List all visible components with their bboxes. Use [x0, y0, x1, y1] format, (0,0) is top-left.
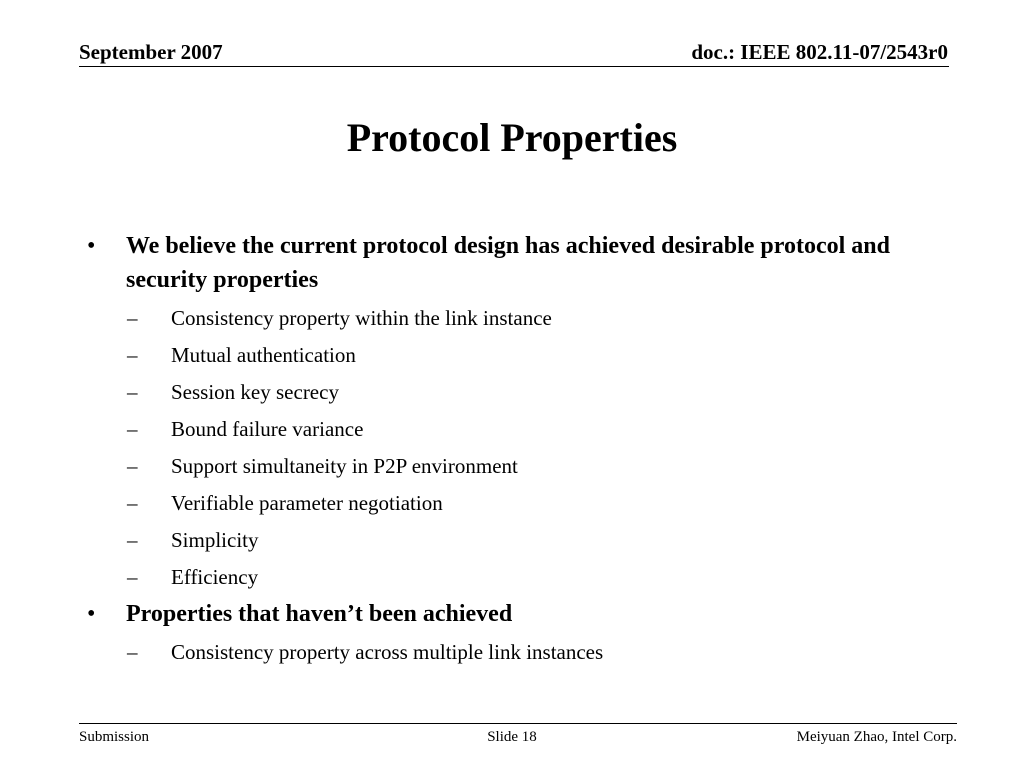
- sub-item-text: Efficiency: [171, 565, 259, 589]
- sub-item: [84, 485, 954, 522]
- sub-item-text: Consistency property across multiple link instances: [171, 640, 604, 664]
- sub-item-text: Verifiable parameter negotiation: [171, 491, 443, 515]
- sub-item-text: Simplicity: [171, 528, 259, 552]
- dash-glyph: –: [127, 565, 138, 589]
- sub-item: [84, 522, 954, 559]
- sub-item-text: Support simultaneity in P2P environment: [171, 454, 518, 478]
- footer-submission: Submission: [79, 729, 150, 745]
- sub-item: [84, 337, 954, 374]
- dash-glyph: –: [127, 306, 138, 330]
- footer-divider: [79, 723, 957, 724]
- dash-glyph: –: [127, 528, 138, 552]
- dash-glyph: –: [127, 343, 138, 367]
- sub-item-text: Session key secrecy: [171, 380, 339, 404]
- header-date: September 2007: [79, 40, 223, 64]
- sub-item: [84, 448, 954, 485]
- dash-glyph: –: [127, 454, 138, 478]
- header-divider: [79, 66, 949, 67]
- sub-item: [84, 374, 954, 411]
- slide-body: [84, 229, 954, 672]
- sub-item: [84, 300, 954, 337]
- bullet-text: We believe the current protocol design has achieved desirable protocol and security properties: [126, 233, 890, 293]
- bullet-glyph: •: [87, 601, 96, 627]
- slide-title: Protocol Properties: [346, 115, 678, 160]
- footer-author: Meiyuan Zhao, Intel Corp.: [796, 729, 957, 745]
- dash-glyph: –: [127, 491, 138, 515]
- footer-slide-number: Slide 18: [487, 729, 537, 745]
- sub-item-text: Bound failure variance: [171, 417, 364, 441]
- sub-item-text: Consistency property within the link instance: [171, 306, 552, 330]
- sub-item: [84, 559, 954, 596]
- bullet-text: Properties that haven’t been achieved: [126, 601, 513, 627]
- sub-item: [84, 411, 954, 448]
- sub-list: [84, 634, 954, 671]
- bullet-item: [84, 597, 954, 631]
- sub-list: [84, 300, 954, 596]
- dash-glyph: –: [127, 417, 138, 441]
- sub-item: [84, 634, 954, 671]
- dash-glyph: –: [127, 380, 138, 404]
- dash-glyph: –: [127, 640, 138, 664]
- bullet-glyph: •: [87, 233, 96, 259]
- sub-item-text: Mutual authentication: [171, 343, 356, 367]
- bullet-item: [84, 229, 954, 297]
- header-doc-id: doc.: IEEE 802.11-07/2543r0: [691, 40, 948, 64]
